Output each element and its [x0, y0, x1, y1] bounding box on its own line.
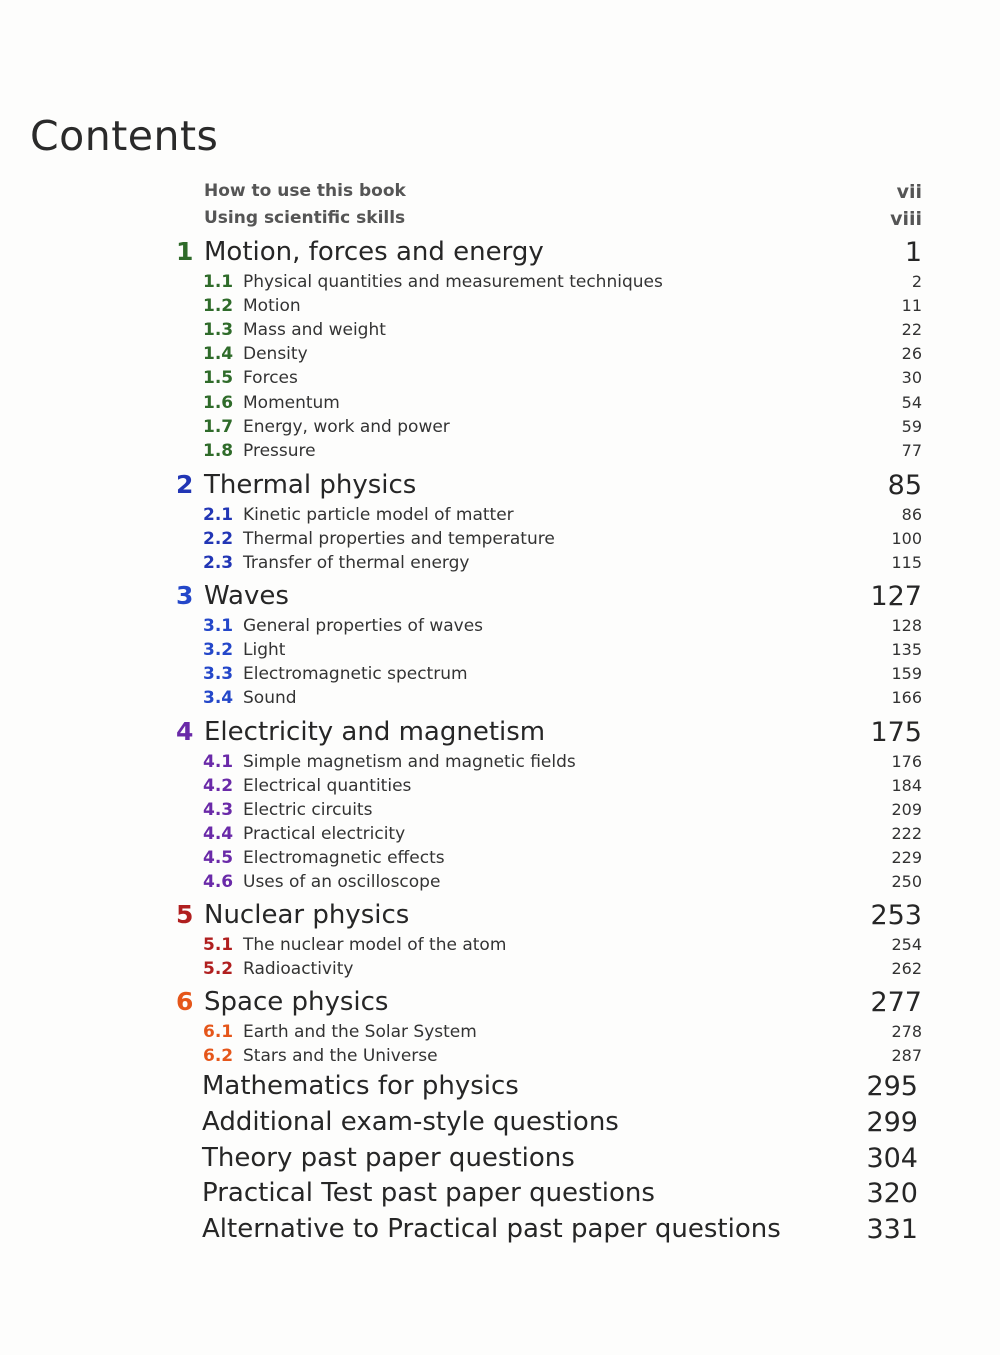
- section-number: 1.4: [203, 344, 234, 364]
- section-title: Stars and the Universe: [243, 1046, 438, 1066]
- toc-entry-mathematics[interactable]: [202, 1071, 918, 1101]
- section-title: Electric circuits: [243, 800, 373, 820]
- section-1-6[interactable]: [203, 393, 922, 413]
- section-page: 254: [891, 935, 922, 954]
- section-page: 135: [891, 640, 922, 659]
- toc-entry-theory-past-paper[interactable]: [202, 1143, 918, 1173]
- section-number: 3.3: [203, 664, 234, 684]
- section-number: 2.1: [203, 505, 234, 525]
- section-number: 2.2: [203, 529, 234, 549]
- section-title: Thermal properties and temperature: [243, 529, 555, 549]
- section-title: Electromagnetic spectrum: [243, 664, 468, 684]
- section-page: 54: [901, 393, 922, 412]
- section-title: Sound: [243, 688, 297, 708]
- section-title: The nuclear model of the atom: [243, 935, 507, 955]
- section-3-4[interactable]: [203, 688, 922, 708]
- section-5-2[interactable]: [203, 959, 922, 979]
- section-page: 159: [891, 664, 922, 683]
- section-number: 6.2: [203, 1046, 234, 1066]
- entry-label: Alternative to Practical past paper questions: [202, 1214, 781, 1244]
- section-number: 6.1: [203, 1022, 234, 1042]
- chapter-page: 175: [870, 717, 922, 748]
- section-page: 26: [901, 344, 922, 363]
- section-5-1[interactable]: [203, 935, 922, 955]
- section-1-7[interactable]: [203, 417, 922, 437]
- section-number: 2.3: [203, 553, 234, 573]
- section-title: Light: [243, 640, 286, 660]
- chapter-number: 1: [176, 237, 194, 266]
- chapter-title: Electricity and magnetism: [204, 717, 546, 747]
- section-page: 278: [891, 1022, 922, 1041]
- section-4-4[interactable]: [203, 824, 922, 844]
- section-page: 287: [891, 1046, 922, 1065]
- section-1-5[interactable]: [203, 368, 922, 388]
- section-page: 229: [891, 848, 922, 867]
- chapter-title: Space physics: [204, 987, 389, 1017]
- section-title: Practical electricity: [243, 824, 406, 844]
- section-page: 59: [901, 417, 922, 436]
- chapter-number: 6: [176, 987, 194, 1016]
- chapter-number: 2: [176, 470, 194, 499]
- entry-page: viii: [890, 208, 922, 230]
- section-page: 222: [891, 824, 922, 843]
- section-1-1[interactable]: [203, 272, 922, 292]
- section-title: Physical quantities and measurement techniques: [243, 272, 663, 292]
- section-title: Transfer of thermal energy: [243, 553, 470, 573]
- entry-page: vii: [896, 181, 922, 203]
- section-4-6[interactable]: [203, 872, 922, 892]
- entry-label: Mathematics for physics: [202, 1071, 519, 1101]
- toc-entry-how-to-use[interactable]: [204, 181, 922, 201]
- section-number: 1.8: [203, 441, 234, 461]
- entry-page: 304: [866, 1143, 918, 1174]
- chapter-number: 5: [176, 900, 194, 929]
- section-page: 250: [891, 872, 922, 891]
- section-number: 5.1: [203, 935, 234, 955]
- section-4-3[interactable]: [203, 800, 922, 820]
- section-number: 3.1: [203, 616, 234, 636]
- section-page: 184: [891, 776, 922, 795]
- section-3-1[interactable]: [203, 616, 922, 636]
- toc-entry-practical-test[interactable]: [202, 1178, 918, 1208]
- section-number: 1.1: [203, 272, 234, 292]
- section-number: 1.3: [203, 320, 234, 340]
- section-title: Energy, work and power: [243, 417, 450, 437]
- section-title: Uses of an oscilloscope: [243, 872, 441, 892]
- section-page: 128: [891, 616, 922, 635]
- section-page: 30: [901, 368, 922, 387]
- section-page: 209: [891, 800, 922, 819]
- section-page: 115: [891, 553, 922, 572]
- section-number: 3.2: [203, 640, 234, 660]
- entry-label: Theory past paper questions: [202, 1143, 575, 1173]
- chapter-page: 277: [870, 987, 922, 1018]
- chapter-2[interactable]: [176, 470, 922, 500]
- section-3-2[interactable]: [203, 640, 922, 660]
- section-6-2[interactable]: [203, 1046, 922, 1066]
- section-number: 4.2: [203, 776, 234, 796]
- entry-label: Practical Test past paper questions: [202, 1178, 655, 1208]
- section-2-1[interactable]: [203, 505, 922, 525]
- entry-label: How to use this book: [204, 181, 406, 201]
- section-title: Kinetic particle model of matter: [243, 505, 514, 525]
- section-title: General properties of waves: [243, 616, 484, 636]
- toc-entry-additional-questions[interactable]: [202, 1107, 918, 1137]
- section-6-1[interactable]: [203, 1022, 922, 1042]
- chapter-page: 127: [870, 581, 922, 612]
- chapter-6[interactable]: [176, 987, 922, 1017]
- entry-page: 331: [866, 1214, 918, 1245]
- chapter-4[interactable]: [176, 717, 922, 747]
- section-page: 176: [891, 752, 922, 771]
- section-number: 1.6: [203, 393, 234, 413]
- toc-entry-alternative-practical[interactable]: [202, 1214, 918, 1244]
- chapter-title: Waves: [204, 581, 289, 611]
- section-title: Forces: [243, 368, 298, 388]
- entry-page: 320: [866, 1178, 918, 1209]
- section-2-2[interactable]: [203, 529, 922, 549]
- section-3-3[interactable]: [203, 664, 922, 684]
- entry-label: Using scientific skills: [204, 208, 406, 228]
- section-4-1[interactable]: [203, 752, 922, 772]
- chapter-title: Thermal physics: [204, 470, 417, 500]
- section-1-4[interactable]: [203, 344, 922, 364]
- section-title: Pressure: [243, 441, 316, 461]
- chapter-title: Motion, forces and energy: [204, 237, 544, 267]
- section-2-3[interactable]: [203, 553, 922, 573]
- entry-page: 295: [866, 1071, 918, 1102]
- chapter-number: 4: [176, 717, 194, 746]
- section-page: 86: [901, 505, 922, 524]
- section-title: Simple magnetism and magnetic fields: [243, 752, 576, 772]
- section-page: 262: [891, 959, 922, 978]
- section-4-2[interactable]: [203, 776, 922, 796]
- section-1-3[interactable]: [203, 320, 922, 340]
- section-title: Radioactivity: [243, 959, 354, 979]
- section-4-5[interactable]: [203, 848, 922, 868]
- chapter-page: 253: [870, 900, 922, 931]
- section-page: 166: [891, 688, 922, 707]
- section-title: Momentum: [243, 393, 340, 413]
- section-page: 11: [901, 296, 922, 315]
- section-number: 4.1: [203, 752, 234, 772]
- toc-entry-scientific-skills[interactable]: [204, 208, 922, 228]
- section-title: Electromagnetic effects: [243, 848, 445, 868]
- chapter-page: 85: [887, 470, 922, 501]
- entry-page: 299: [866, 1107, 918, 1138]
- section-number: 1.5: [203, 368, 234, 388]
- entry-label: Additional exam-style questions: [202, 1107, 619, 1137]
- section-page: 77: [901, 441, 922, 460]
- section-number: 4.3: [203, 800, 234, 820]
- chapter-title: Nuclear physics: [204, 900, 410, 930]
- chapter-5[interactable]: [176, 900, 922, 930]
- section-number: 3.4: [203, 688, 234, 708]
- section-title: Electrical quantities: [243, 776, 412, 796]
- section-number: 4.4: [203, 824, 234, 844]
- section-number: 1.2: [203, 296, 234, 316]
- section-title: Earth and the Solar System: [243, 1022, 477, 1042]
- section-title: Mass and weight: [243, 320, 386, 340]
- section-page: 100: [891, 529, 922, 548]
- section-page: 22: [901, 320, 922, 339]
- section-title: Density: [243, 344, 308, 364]
- section-title: Motion: [243, 296, 301, 316]
- section-number: 1.7: [203, 417, 234, 437]
- chapter-1[interactable]: [176, 237, 922, 267]
- chapter-3[interactable]: [176, 581, 922, 611]
- chapter-page: 1: [904, 237, 922, 268]
- section-number: 5.2: [203, 959, 234, 979]
- section-number: 4.6: [203, 872, 234, 892]
- section-number: 4.5: [203, 848, 234, 868]
- page-title: Contents: [30, 112, 219, 160]
- section-page: 2: [911, 272, 922, 291]
- section-1-8[interactable]: [203, 441, 922, 461]
- section-1-2[interactable]: [203, 296, 922, 316]
- chapter-number: 3: [176, 581, 194, 610]
